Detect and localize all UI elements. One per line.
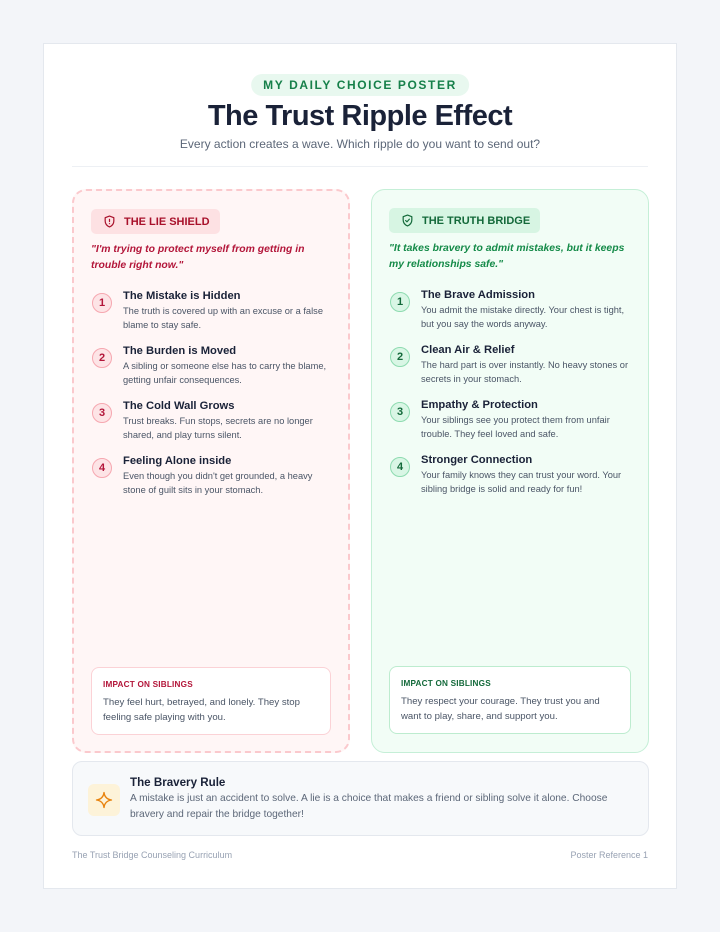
shield-alert-icon <box>103 215 116 228</box>
step-number: 4 <box>390 457 410 477</box>
bravery-rule-card <box>72 761 649 836</box>
step-title: Clean Air & Relief <box>421 344 515 356</box>
divider <box>72 166 648 167</box>
step-description: The hard part is over instantly. No heavy stones or secrets in your stomach. <box>421 360 629 384</box>
page-title: The Trust Ripple Effect <box>207 100 513 132</box>
bravery-rule-text: A mistake is just an accident to solve. A lie is a choice that makes a friend or sibling solve it alone. Choose bravery and repair the bridge together! <box>130 793 608 820</box>
step-description: Even though you didn't get grounded, a heavy stone of guilt sits in your stomach. <box>123 471 313 495</box>
impact-text: They feel hurt, betrayed, and lonely. They stop feeling safe playing with you. <box>103 697 300 723</box>
step-description: Trust breaks. Fun stops, secrets are no longer shared, and play turns silent. <box>123 416 313 440</box>
truth-bridge-title: THE TRUTH BRIDGE <box>422 214 531 227</box>
step-number: 1 <box>390 292 410 312</box>
step-title: The Brave Admission <box>421 289 535 301</box>
lie-shield-column <box>72 189 350 753</box>
truth-step <box>389 289 636 344</box>
truth-step <box>389 399 636 454</box>
lie-steps <box>91 290 336 510</box>
truth-steps <box>389 289 636 509</box>
footer-curriculum: The Trust Bridge Counseling Curriculum <box>72 850 233 860</box>
lie-step <box>91 455 336 510</box>
page-subtitle: Every action creates a wave. Which ripple do you want to send out? <box>179 137 541 151</box>
impact-label: IMPACT ON SIBLINGS <box>103 680 193 689</box>
step-number: 4 <box>92 458 112 478</box>
lie-quote: "I'm trying to protect myself from getting in trouble right now." <box>91 244 305 271</box>
step-description: A sibling or someone else has to carry the blame, getting unfair consequences. <box>123 361 327 385</box>
bravery-rule-title: The Bravery Rule <box>130 776 226 789</box>
step-number: 3 <box>92 403 112 423</box>
step-title: The Mistake is Hidden <box>123 290 241 302</box>
lie-shield-label <box>91 209 220 234</box>
step-title: The Cold Wall Grows <box>123 400 235 412</box>
step-number: 3 <box>390 402 410 422</box>
lie-step <box>91 290 336 345</box>
truth-impact-card <box>389 666 631 734</box>
sparkle-icon <box>95 791 113 809</box>
step-title: Empathy & Protection <box>421 399 538 411</box>
step-number: 1 <box>92 293 112 313</box>
impact-label: IMPACT ON SIBLINGS <box>401 679 491 688</box>
footer-reference: Poster Reference 1 <box>570 850 648 860</box>
lie-impact-card <box>91 667 331 735</box>
impact-text: They respect your courage. They trust you and want to play, share, and support you. <box>401 696 600 722</box>
truth-step <box>389 454 636 509</box>
lie-step <box>91 345 336 400</box>
lie-step <box>91 400 336 455</box>
step-description: You admit the mistake directly. Your chest is tight, but you say the words anyway. <box>421 305 625 329</box>
poster <box>43 43 677 889</box>
step-description: Your family knows they can trust your word. Your sibling bridge is solid and ready for fun! <box>421 470 622 494</box>
truth-step <box>389 344 636 399</box>
step-title: The Burden is Moved <box>123 345 237 357</box>
truth-bridge-column <box>371 189 649 753</box>
sparkle-icon-box <box>88 784 120 816</box>
step-number: 2 <box>390 347 410 367</box>
truth-quote: "It takes bravery to admit mistakes, but it keeps my relationships safe." <box>389 243 625 270</box>
step-description: The truth is covered up with an excuse or a false blame to stay safe. <box>123 306 323 330</box>
step-title: Feeling Alone inside <box>123 455 232 467</box>
step-number: 2 <box>92 348 112 368</box>
shield-check-icon <box>401 214 414 227</box>
lie-shield-title: THE LIE SHIELD <box>124 215 210 228</box>
step-description: Your siblings see you protect them from unfair trouble. They feel loved and safe. <box>421 415 610 439</box>
step-title: Stronger Connection <box>421 454 533 466</box>
truth-bridge-label <box>389 208 540 233</box>
poster-badge: MY DAILY CHOICE POSTER <box>251 74 469 96</box>
